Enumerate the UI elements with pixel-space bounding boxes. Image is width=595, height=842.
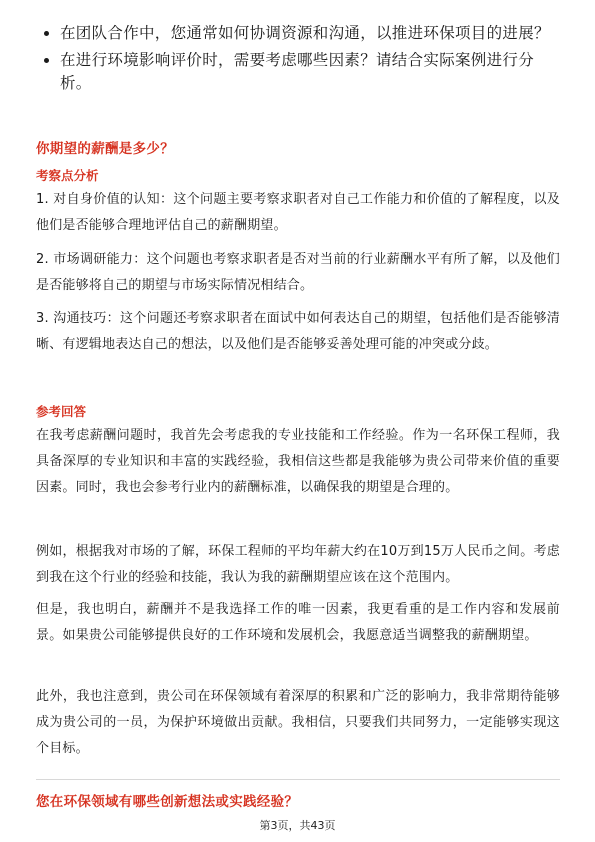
section-divider xyxy=(36,779,560,780)
answer-heading: 参考回答 xyxy=(36,404,87,419)
answer-paragraph: 但是，我也明白，薪酬并不是我选择工作的唯一因素，我更看重的是工作内容和发展前景。如果贵公司能够提供良好的工作环境和发展机会，我愿意适当调整我的薪酬期望。 xyxy=(36,602,560,643)
bullet-item xyxy=(44,22,564,45)
question-heading: 您在环保领域有哪些创新想法或实践经验？ xyxy=(36,794,299,810)
answer-paragraph: 此外，我也注意到，贵公司在环保领域有着深厚的积累和广泛的影响力，我非常期待能够成为贵公司的一员，为保护环境做出贡献。我相信，只要我们共同努力，一定能够实现这个目标。 xyxy=(36,689,560,756)
analysis-item: 2. 市场调研能力：这个问题也考察求职者是否对当前的行业薪酬水平有所了解，以及他们是否能够将自己的期望与市场实际情况相结合。 xyxy=(36,252,560,293)
question-heading: 你期望的薪酬是多少？ xyxy=(36,141,174,157)
analysis-item: 3. 沟通技巧：这个问题还考察求职者在面试中如何表达自己的期望，包括他们是否能够清晰、有逻辑地表达自己的想法，以及他们是否能够妥善处理可能的冲突或分歧。 xyxy=(36,311,560,352)
bullet-text: 在进行环境影响评价时，需要考虑哪些因素？请结合实际案例进行分析。 xyxy=(60,51,535,92)
bullet-dot-icon xyxy=(44,31,49,36)
bullet-dot-icon xyxy=(44,58,49,63)
page-number: 第3页，共43页 xyxy=(259,819,336,832)
question-bullet-list xyxy=(44,22,564,99)
bullet-item xyxy=(44,49,564,95)
analysis-item: 1. 对自身价值的认知：这个问题主要考察求职者对自己工作能力和价值的了解程度，以及他们是否能够合理地评估自己的薪酬期望。 xyxy=(36,192,560,233)
bullet-text: 在团队合作中，您通常如何协调资源和沟通，以推进环保项目的进展？ xyxy=(60,24,550,42)
answer-paragraph: 在我考虑薪酬问题时，我首先会考虑我的专业技能和工作经验。作为一名环保工程师，我具备深厚的专业知识和丰富的实践经验，我相信这些都是我能够为贵公司带来价值的重要因素。同时，我也会参考行业内的薪酬标准，以确保我的期望是合理的。 xyxy=(36,428,560,495)
analysis-heading: 考察点分析 xyxy=(36,168,99,183)
answer-paragraph: 例如，根据我对市场的了解，环保工程师的平均年薪大约在10万到15万人民币之间。考虑到我在这个行业的经验和技能，我认为我的薪酬期望应该在这个范围内。 xyxy=(36,544,560,585)
